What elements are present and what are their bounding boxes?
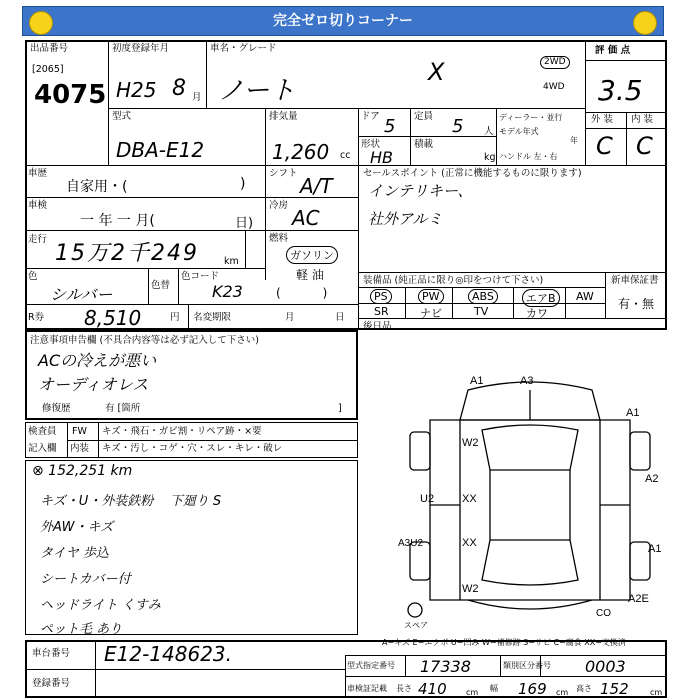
type-no-label: 型式指定番号 xyxy=(347,661,395,670)
notes-line-1: ACの冷えが悪い xyxy=(38,351,157,370)
load-label: 積載 xyxy=(414,139,434,150)
last-owner-label: 後日品 xyxy=(363,321,392,332)
shift-value: A/T xyxy=(300,174,333,198)
warranty-label: 新車保証書 xyxy=(611,275,659,286)
history-value: 自家用・( xyxy=(66,179,128,195)
model-value: DBA-E12 xyxy=(116,138,205,162)
check-fw: FW xyxy=(72,426,87,437)
chassis-value: E12-148623. xyxy=(104,642,233,666)
dmg-label-co: CO xyxy=(596,608,611,619)
color-value: シルバー xyxy=(50,285,113,304)
cc-unit: cc xyxy=(340,150,351,161)
first-reg-month: 8 xyxy=(172,76,186,101)
height-cm: cm xyxy=(650,688,663,697)
displacement-value: 1,260 xyxy=(272,140,330,164)
dmg-label-u2: U2 xyxy=(420,493,435,505)
inspector-note-1: ⊗ 152,251 km xyxy=(32,463,133,479)
fuel-paren: ( ) xyxy=(276,286,328,300)
equip-pw: PW xyxy=(418,289,444,304)
equip-aw: AW xyxy=(576,290,594,303)
month-suffix: 月 xyxy=(192,92,202,103)
chassis-label: 車台番号 xyxy=(32,648,71,659)
equip-kawa: カワ xyxy=(526,307,548,320)
inspector-note-2: キズ・U・外装鉄粉 下廻り S xyxy=(40,494,222,509)
type-no-value: 17338 xyxy=(420,657,471,676)
color-code-value: K23 xyxy=(212,282,243,301)
rating-value: 3.5 xyxy=(598,74,643,107)
dmg-label-xx-1: XX xyxy=(462,493,477,505)
nameloss-day: 日 xyxy=(335,312,345,323)
repair-value: 有 [箇所 xyxy=(105,403,141,414)
dmg-label-a2: A2 xyxy=(645,473,659,485)
header-bar xyxy=(22,6,664,36)
page-title: 完全ゼロ切りコーナー xyxy=(273,13,413,29)
color-change-label: 色替 xyxy=(151,280,171,291)
equip-airbag: エアB xyxy=(522,289,560,307)
inspection-value: 一 年 一 月( xyxy=(80,213,155,229)
dmg-label-a3u2: A3U2 xyxy=(398,538,424,549)
inspector-note-7: ペット毛 あり xyxy=(40,622,123,637)
dmg-label-xx-2: XX xyxy=(462,537,477,549)
sales-line-1: インテリキー、 xyxy=(368,182,473,200)
load-unit: kg xyxy=(484,152,496,163)
recycle-label: R券 xyxy=(28,312,45,323)
width-cm: cm xyxy=(556,688,569,697)
lot-label: 出品番号 xyxy=(30,43,69,54)
warranty-value: 有・無 xyxy=(618,297,655,311)
dealer-label: ディーラー・並行 xyxy=(499,113,563,122)
exterior-value: C xyxy=(596,132,613,160)
width-value: 169 xyxy=(518,680,547,698)
inspector-note-6: ヘッドライト くすみ xyxy=(40,598,161,613)
first-reg-value: H25 xyxy=(116,78,157,102)
car-grade: X xyxy=(428,58,445,86)
shift-label: シフト xyxy=(269,168,298,179)
check-row-1: キズ・飛石・ガビ割・リペア跡・×要 xyxy=(102,426,262,437)
inspector-note-5: シートカバー付 xyxy=(40,572,131,587)
sales-label: セールスポイント (正常に機能するものに限ります) xyxy=(363,168,582,179)
reg-label: 登録番号 xyxy=(32,678,71,689)
dmg-label-w2-bottom: W2 xyxy=(462,583,479,595)
lot-number: 4075 xyxy=(34,80,107,110)
dmg-label-a1-top: A1 xyxy=(470,375,484,387)
inspection-end: 日) xyxy=(235,216,254,231)
fuel-gas: ガソリン xyxy=(286,246,338,264)
cat-label: 類別区分番号 xyxy=(503,661,551,670)
recycle-unit: 円 xyxy=(170,312,180,323)
model-label: 型式 xyxy=(112,111,132,122)
len-label: 長さ xyxy=(396,684,412,693)
doors-label: ドア xyxy=(361,111,380,122)
mileage-unit: km xyxy=(224,256,239,267)
bear-logo-right-icon xyxy=(633,11,657,35)
dmg-label-spare: スペア xyxy=(404,621,428,630)
len-cm: cm xyxy=(466,688,479,697)
handle-label: ハンドル 左・右 xyxy=(499,152,558,161)
exterior-label: 外 装 xyxy=(591,114,614,125)
shape-label: 形状 xyxy=(361,139,381,150)
height-value: 152 xyxy=(600,680,629,698)
equip-abs: ABS xyxy=(468,289,498,304)
drive-4wd: 4WD xyxy=(543,82,565,92)
capacity-label: 定員 xyxy=(414,111,434,122)
ac-value: AC xyxy=(292,206,320,230)
fuel-diesel: 軽 油 xyxy=(296,268,324,282)
drive-2wd: 2WD xyxy=(540,56,570,69)
interior-label: 内 装 xyxy=(631,114,654,125)
capacity-value: 5 xyxy=(452,116,464,137)
doors-value: 5 xyxy=(384,116,396,137)
dmg-label-a1-bottom: A1 xyxy=(648,543,662,555)
mileage-label: 走行 xyxy=(28,234,48,245)
check-label-1: 検査員 xyxy=(28,426,57,437)
model-year-label: モデル年式 xyxy=(499,127,539,136)
cat-value: 0003 xyxy=(585,657,626,676)
capacity-unit: 人 xyxy=(484,126,494,137)
first-reg-label: 初度登録年月 xyxy=(112,43,170,54)
shape-value: HB xyxy=(370,148,394,167)
color-code-label: 色コード xyxy=(181,271,220,282)
check-interior: 内装 xyxy=(70,443,90,454)
sales-line-2: 社外アルミ xyxy=(368,210,443,228)
equip-sr: SR xyxy=(374,305,389,318)
history-close: ) xyxy=(240,176,246,192)
dmg-label-w2-top: W2 xyxy=(462,437,479,449)
car-damage-diagram xyxy=(390,370,680,630)
dmg-label-a2e: A2E xyxy=(628,593,649,605)
ac-label: 冷房 xyxy=(269,200,289,211)
check-label-2: 記入欄 xyxy=(28,443,57,454)
displacement-label: 排気量 xyxy=(269,111,298,122)
recycle-value: 8,510 xyxy=(84,306,142,330)
car-label: 車名・グレード xyxy=(210,43,277,54)
inspector-note-3: 外AW・キズ xyxy=(40,520,114,535)
equipment-label: 装備品 (純正品に限り◎印をつけて下さい) xyxy=(363,275,544,286)
fuel-label: 燃料 xyxy=(269,233,289,244)
cert-label: 車検証記載 xyxy=(347,684,387,693)
height-label: 高さ xyxy=(576,684,592,693)
diagram-legend: A−キズ E−エクボ U−凹み W−補修跡 S−サビ C−腐食 XX−交換済 xyxy=(382,638,626,647)
inspection-label: 車検 xyxy=(28,200,48,211)
year-suffix: 年 xyxy=(570,136,578,145)
color-label: 色 xyxy=(28,271,38,282)
history-label: 車歴 xyxy=(28,168,48,179)
repair-close: ] xyxy=(338,403,342,414)
check-row-2: キズ・汚し・コゲ・穴・スレ・キレ・破レ xyxy=(102,443,283,454)
dmg-label-a1-right: A1 xyxy=(626,407,640,419)
notes-line-2: オーディオレス xyxy=(38,375,149,394)
repair-label: 修復歴 xyxy=(42,403,71,414)
car-name: ノート xyxy=(218,76,296,106)
rating-label: 評 価 点 xyxy=(595,45,631,56)
lot-sub: [2065] xyxy=(32,64,64,75)
notes-label: 注意事項申告欄 (不具合内容等は必ず記入して下さい) xyxy=(30,335,259,346)
equip-tv: TV xyxy=(474,305,489,318)
equip-navi: ナビ xyxy=(420,307,442,320)
interior-value: C xyxy=(636,132,653,160)
mileage-value: 15万2千249 xyxy=(55,241,199,266)
len-value: 410 xyxy=(418,680,447,698)
dmg-label-a3: A3 xyxy=(520,375,534,387)
inspector-note-4: タイヤ 歩込 xyxy=(40,546,109,561)
nameloss-label: 名変期限 xyxy=(193,312,232,323)
width-label: 幅 xyxy=(490,684,498,693)
equip-ps: PS xyxy=(370,289,392,304)
nameloss-month: 月 xyxy=(285,312,295,323)
